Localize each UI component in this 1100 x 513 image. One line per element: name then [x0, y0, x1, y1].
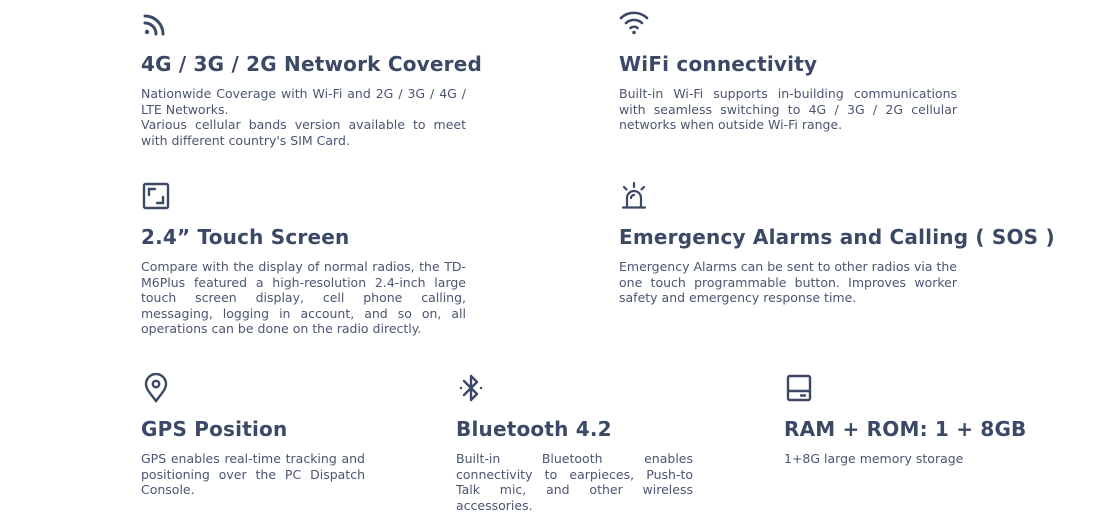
wifi-icon — [619, 8, 649, 38]
feature-description-line: Nationwide Coverage with Wi-Fi and 2G / 3G / 4G / LTE Networks. — [141, 86, 466, 117]
feature-memory — [784, 373, 1027, 467]
feature-title: RAM + ROM: 1 + 8GB — [784, 417, 1027, 441]
feature-description: Built-in Bluetooth enables connectivity to earpieces, Push-to Talk mic, and other wireless accessories. — [456, 451, 693, 513]
feature-gps — [141, 373, 365, 498]
feature-title: Bluetooth 4.2 — [456, 417, 612, 441]
feature-description: GPS enables real-time tracking and positioning over the PC Dispatch Console. — [141, 451, 365, 498]
feature-title: WiFi connectivity — [619, 52, 818, 76]
feature-title: 2.4” Touch Screen — [141, 225, 350, 249]
feature-title: Emergency Alarms and Calling ( SOS ) — [619, 225, 1055, 249]
feature-description: Built-in Wi-Fi supports in-building communications with seamless switching to 4G / 3G / 2G cellular networks when outside Wi-Fi range. — [619, 86, 957, 133]
feature-title: 4G / 3G / 2G Network Covered — [141, 52, 482, 76]
cellular-signal-icon — [141, 8, 171, 38]
location-pin-icon — [141, 373, 171, 403]
storage-icon — [784, 373, 814, 403]
bluetooth-icon — [456, 373, 486, 403]
feature-description: 1+8G large memory storage — [784, 451, 964, 466]
feature-description: Compare with the display of normal radios, the TD-M6Plus featured a high-resolution 2.4-inch large touch screen display, cell phone calling, messaging, logging in account, and so on, all operations can be done on the radio directly. — [141, 259, 466, 337]
feature-emergency-alarm — [619, 181, 1055, 306]
feature-wifi — [619, 8, 957, 133]
alarm-light-icon — [619, 181, 649, 211]
feature-description: Emergency Alarms can be sent to other radios via the one touch programmable button. Improves worker safety and emergency response time. — [619, 259, 957, 306]
feature-description-line: Various cellular bands version available to meet with different country's SIM Card. — [141, 117, 466, 148]
feature-touch-screen — [141, 181, 466, 337]
feature-title: GPS Position — [141, 417, 288, 441]
feature-description — [141, 86, 466, 148]
touch-screen-icon — [141, 181, 171, 211]
feature-network — [141, 8, 482, 148]
feature-bluetooth — [456, 373, 693, 513]
